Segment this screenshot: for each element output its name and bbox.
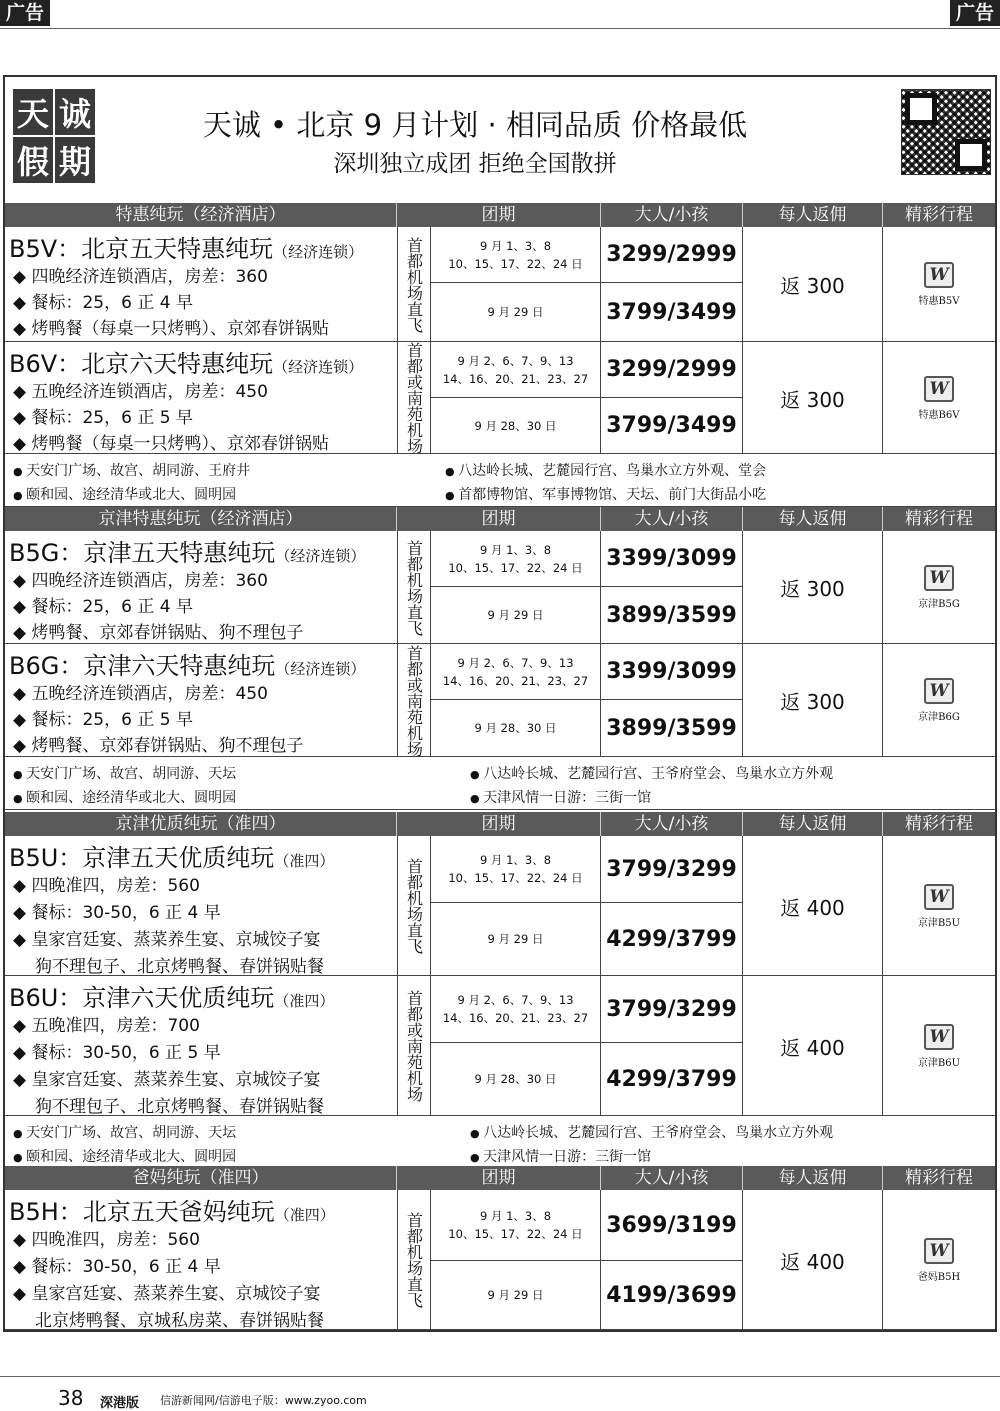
wechat-icon[interactable]: W — [924, 565, 954, 591]
attraction-right: ● 首都博物馆、军事博物馆、天坛、前门大街品小吃 — [445, 484, 766, 504]
itinerary-frame — [3, 75, 997, 1332]
section-header-bar — [5, 1166, 995, 1190]
date-line: 9 月 2、6、7、9、13 — [457, 993, 574, 1007]
attraction-left: ● 颐和园、途经清华或北大、圆明园 — [13, 787, 236, 807]
product-code: B5U：京津五天优质纯玩 — [9, 844, 275, 872]
price-adult-child: 3699/3199 — [601, 1190, 743, 1260]
logo-char: 诚 — [55, 89, 95, 135]
product-bullet: ◆ 皇家宫廷宴、蒸菜养生宴、京城饺子宴 — [13, 925, 320, 950]
product-bullet: ◆ 皇家宫廷宴、蒸菜养生宴、京城饺子宴 — [13, 1279, 320, 1304]
product-bullet: ◆ 五晚经济连锁酒店，房差：450 — [13, 377, 268, 402]
attraction-left: ● 天安门广场、故宫、胡同游、天坛 — [13, 1122, 236, 1142]
page-number: 38 — [58, 1386, 84, 1410]
attraction-right: ● 八达岭长城、艺麓园行宫、王爷府堂会、鸟巢水立方外观 — [470, 763, 833, 783]
attraction-right: ● 天津风情一日游：三街一馆 — [470, 787, 651, 807]
product-bullet: ◆ 皇家宫廷宴、蒸菜养生宴、京城饺子宴 — [13, 1065, 320, 1090]
section-header-bar — [5, 203, 995, 227]
product-title — [9, 533, 365, 568]
date-line: 9 月 28、30 日 — [474, 721, 557, 735]
product-bullet: ◆ 餐标：25，6 正 5 早 — [13, 705, 193, 730]
date-line: 9 月 1、3、8 — [479, 1209, 552, 1223]
wechat-label: 京津B6G — [918, 712, 960, 723]
price-adult-child: 3799/3299 — [601, 976, 743, 1042]
product-bullet-continued: 狗不理包子、北京烤鸭餐、春饼锅贴餐 — [35, 1097, 324, 1117]
wechat-label: 京津B5G — [918, 599, 960, 610]
date-line: 9 月 29 日 — [487, 932, 544, 946]
product-bullet: ◆ 烤鸭餐（每桌一只烤鸭）、京郊春饼锅贴 — [13, 314, 329, 339]
attraction-left: ● 颐和园、途经清华或北大、圆明园 — [13, 484, 236, 504]
section-title: 爸妈纯玩（准四） — [5, 1166, 397, 1190]
product-code: B5G：京津五天特惠纯玩 — [9, 539, 276, 567]
product-bullet: ◆ 五晚经济连锁酒店，房差：450 — [13, 679, 268, 704]
airport-label — [397, 976, 431, 1116]
rebate: 返 300 — [743, 644, 883, 757]
row-split — [431, 1042, 743, 1043]
wechat-icon[interactable]: W — [924, 1024, 954, 1050]
product-bullet: ◆ 烤鸭餐（每桌一只烤鸭）、京郊春饼锅贴 — [13, 429, 329, 454]
section-header-bar — [5, 507, 995, 531]
date-line: 10、15、17、22、24 日 — [448, 256, 583, 271]
logo — [13, 89, 95, 181]
column-header: 精彩行程 — [905, 1168, 973, 1188]
column-header: 每人返佣 — [743, 812, 883, 836]
product-title — [9, 229, 363, 264]
product-title — [9, 978, 334, 1013]
top-divider — [0, 28, 1000, 29]
wechat-icon[interactable]: W — [924, 1238, 954, 1264]
price-adult-child: 3899/3599 — [601, 586, 743, 644]
product-code: B6G：京津六天特惠纯玩 — [9, 652, 276, 680]
airport-label — [397, 227, 431, 342]
airport-label — [397, 1190, 431, 1330]
page-title: 天诚 • 北京 9 月计划 · 相同品质 价格最低 — [202, 108, 748, 142]
column-header: 精彩行程 — [905, 509, 973, 529]
product-bullet: ◆ 餐标：30-50，6 正 4 早 — [13, 1252, 221, 1277]
airport-text: 首都或南苑机场 — [404, 644, 424, 757]
wechat-label: 京津B5U — [917, 917, 961, 929]
product-bullet: ◆ 四晚准四，房差：560 — [13, 1225, 200, 1250]
departure-dates — [431, 586, 601, 644]
product-tag: （准四） — [274, 992, 335, 1010]
product-title — [9, 344, 363, 379]
row-split — [431, 586, 743, 587]
column-header: 每人返佣 — [743, 1166, 883, 1190]
price-adult-child: 3399/3099 — [601, 644, 743, 699]
rebate: 返 300 — [743, 227, 883, 342]
wechat-icon[interactable]: W — [924, 262, 954, 288]
section-title: 特惠纯玩（经济酒店） — [5, 203, 397, 227]
ad-label-right: 广告 — [950, 0, 1000, 26]
price-adult-child: 3399/3099 — [601, 531, 743, 586]
departure-dates — [431, 1190, 601, 1260]
column-header: 大人/小孩 — [601, 507, 743, 531]
product-code: B5V：北京五天特惠纯玩 — [9, 235, 274, 263]
date-line: 10、15、17、22、24 日 — [448, 1227, 583, 1241]
airport-text: 首都或南苑机场 — [404, 342, 424, 454]
product-bullet: ◆ 餐标：25，6 正 5 早 — [13, 403, 193, 428]
date-line: 9 月 29 日 — [487, 305, 544, 319]
date-line: 14、16、20、21、23、27 — [442, 371, 589, 386]
product-bullet: ◆ 烤鸭餐、京郊春饼锅贴、狗不理包子 — [13, 618, 303, 643]
price-adult-child: 3799/3499 — [601, 282, 743, 342]
airport-label — [397, 644, 431, 757]
date-line: 9 月 28、30 日 — [474, 418, 557, 433]
header — [5, 77, 995, 203]
departure-dates — [431, 397, 601, 454]
product-title — [9, 1192, 335, 1227]
rebate: 返 400 — [743, 976, 883, 1116]
product-bullet: ◆ 餐标：25，6 正 4 早 — [13, 288, 193, 313]
column-header: 大人/小孩 — [601, 1166, 743, 1190]
airport-label — [397, 342, 431, 454]
logo-char: 期 — [55, 137, 95, 183]
column-header: 团期 — [397, 812, 601, 836]
wechat-itinerary[interactable] — [883, 836, 995, 976]
rebate: 返 400 — [743, 836, 883, 976]
product-title — [9, 646, 365, 681]
column-header: 每人返佣 — [743, 507, 883, 531]
column-header: 大人/小孩 — [601, 203, 743, 227]
section-header-bar — [5, 812, 995, 836]
attraction-right: ● 天津风情一日游：三街一馆 — [470, 1146, 651, 1166]
product-bullet-continued: 北京烤鸭餐、京城私房菜、春饼锅贴餐 — [35, 1311, 324, 1331]
row-split — [431, 902, 743, 903]
departure-dates — [431, 836, 601, 902]
wechat-icon[interactable]: W — [924, 376, 954, 402]
column-header: 精彩行程 — [905, 205, 973, 225]
departure-dates — [431, 902, 601, 976]
section-title: 京津优质纯玩（准四） — [5, 812, 397, 836]
date-line: 14、16、20、21、23、27 — [442, 673, 589, 688]
row-split — [431, 282, 743, 283]
date-line: 9 月 29 日 — [487, 1288, 544, 1302]
attraction-left: ● 颐和园、途经清华或北大、圆明园 — [13, 1146, 236, 1166]
page-subtitle: 深圳独立成团 拒绝全国散拼 — [333, 151, 617, 177]
wechat-label: 京津B6U — [917, 1057, 961, 1069]
row-split — [431, 699, 743, 700]
product-tag: （经济连锁） — [273, 358, 364, 376]
product-tag: （经济连锁） — [275, 547, 366, 565]
product-tag: （经济连锁） — [273, 243, 364, 261]
logo-char: 假 — [13, 137, 53, 183]
footer-divider — [0, 1376, 1000, 1377]
product-bullet: ◆ 餐标：30-50，6 正 4 早 — [13, 898, 221, 923]
date-line: 9 月 29 日 — [487, 608, 544, 622]
price-adult-child: 3299/2999 — [601, 227, 743, 282]
departure-dates — [431, 342, 601, 397]
departure-dates — [431, 644, 601, 699]
price-adult-child: 3299/2999 — [601, 342, 743, 397]
date-line: 9 月 1、3、8 — [479, 853, 552, 867]
column-header: 大人/小孩 — [601, 812, 743, 836]
date-line: 10、15、17、22、24 日 — [448, 560, 583, 575]
product-title — [9, 838, 334, 873]
price-adult-child: 3799/3299 — [601, 836, 743, 902]
date-line: 9 月 2、6、7、9、13 — [457, 353, 574, 368]
column-header: 每人返佣 — [743, 203, 883, 227]
airport-text: 首都机场直飞 — [404, 1212, 424, 1308]
qr-code-icon[interactable] — [901, 89, 991, 175]
product-tag: （经济连锁） — [275, 660, 366, 678]
date-line: 9 月 1、3、8 — [479, 238, 552, 253]
footer-source: 信游新闻网/信游电子版：www.zyoo.com — [160, 1394, 367, 1407]
price-adult-child: 4199/3699 — [601, 1260, 743, 1330]
departure-dates — [431, 227, 601, 282]
product-bullet: ◆ 四晚经济连锁酒店，房差：360 — [13, 566, 268, 591]
departure-dates — [431, 976, 601, 1042]
row-split — [431, 1260, 743, 1261]
wechat-label: 特惠B5V — [918, 296, 960, 307]
wechat-icon[interactable]: W — [924, 884, 954, 910]
price-adult-child: 4299/3799 — [601, 902, 743, 976]
airport-text: 首都机场直飞 — [404, 236, 424, 333]
ad-label-left: 广告 — [0, 0, 50, 26]
product-bullet: ◆ 餐标：30-50，6 正 5 早 — [13, 1038, 221, 1063]
airport-text: 首都机场直飞 — [404, 858, 424, 954]
product-code: B6V：北京六天特惠纯玩 — [9, 350, 274, 378]
product-bullet: ◆ 餐标：25，6 正 4 早 — [13, 592, 193, 617]
airport-text: 首都机场直飞 — [404, 539, 424, 636]
row-split — [431, 397, 743, 398]
date-line: 9 月 1、3、8 — [479, 542, 552, 557]
product-tag: （准四） — [274, 1206, 335, 1224]
product-code: B6U：京津六天优质纯玩 — [9, 984, 275, 1012]
price-adult-child: 4299/3799 — [601, 1042, 743, 1116]
departure-dates — [431, 282, 601, 342]
wechat-itinerary[interactable] — [883, 976, 995, 1116]
airport-label — [397, 531, 431, 644]
product-bullet: ◆ 烤鸭餐、京郊春饼锅贴、狗不理包子 — [13, 731, 303, 756]
date-line: 14、16、20、21、23、27 — [442, 1011, 589, 1025]
departure-dates — [431, 1042, 601, 1116]
price-adult-child: 3899/3599 — [601, 699, 743, 757]
wechat-itinerary[interactable] — [883, 531, 995, 644]
attraction-left: ● 天安门广场、故宫、胡同游、天坛 — [13, 763, 236, 783]
column-header: 团期 — [397, 203, 601, 227]
price-adult-child: 3799/3499 — [601, 397, 743, 454]
attraction-right: ● 八达岭长城、艺麓园行宫、鸟巢水立方外观、堂会 — [445, 460, 766, 480]
column-header: 精彩行程 — [905, 814, 973, 834]
logo-char: 天 — [13, 89, 53, 135]
rebate: 返 400 — [743, 1190, 883, 1330]
product-bullet-continued: 狗不理包子、北京烤鸭餐、春饼锅贴餐 — [35, 957, 324, 977]
wechat-label: 爸妈B5H — [917, 1271, 961, 1283]
departure-dates — [431, 1260, 601, 1330]
footer-edition: 深港版 — [100, 1396, 140, 1411]
wechat-icon[interactable]: W — [924, 678, 954, 704]
wechat-itinerary[interactable] — [883, 644, 995, 757]
product-code: B5H：北京五天爸妈纯玩 — [9, 1198, 275, 1226]
column-header: 团期 — [397, 1166, 601, 1190]
airport-label — [397, 836, 431, 976]
attraction-right: ● 八达岭长城、艺麓园行宫、王爷府堂会、鸟巢水立方外观 — [470, 1122, 833, 1142]
date-line: 9 月 2、6、7、9、13 — [457, 655, 574, 670]
product-bullet: ◆ 四晚准四，房差：560 — [13, 871, 200, 896]
wechat-itinerary[interactable] — [883, 1190, 995, 1330]
wechat-itinerary[interactable] — [883, 227, 995, 342]
section-title: 京津特惠纯玩（经济酒店） — [5, 507, 397, 531]
departure-dates — [431, 699, 601, 757]
attraction-left: ● 天安门广场、故宫、胡同游、王府井 — [13, 460, 250, 480]
wechat-itinerary[interactable] — [883, 342, 995, 454]
column-header: 团期 — [397, 507, 601, 531]
product-tag: （准四） — [274, 852, 335, 870]
rebate: 返 300 — [743, 531, 883, 644]
rebate: 返 300 — [743, 342, 883, 454]
product-bullet: ◆ 四晚经济连锁酒店，房差：360 — [13, 262, 268, 287]
product-bullet: ◆ 五晚准四，房差：700 — [13, 1011, 200, 1036]
date-line: 10、15、17、22、24 日 — [448, 871, 583, 885]
airport-text: 首都或南苑机场 — [404, 990, 424, 1102]
wechat-label: 特惠B6V — [918, 409, 960, 421]
date-line: 9 月 28、30 日 — [474, 1072, 557, 1086]
departure-dates — [431, 531, 601, 586]
